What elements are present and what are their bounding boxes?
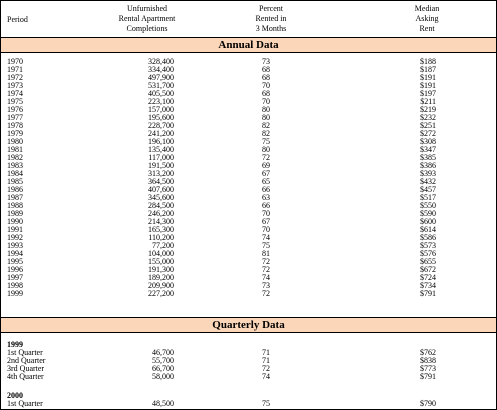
- quarterly-rows-2000: [1, 400, 496, 408]
- header-completions-line1: Unfurnished: [127, 4, 167, 13]
- rented-cell: 72: [262, 257, 270, 266]
- period-cell: 1977: [7, 113, 23, 122]
- period-cell: 2nd Quarter: [7, 356, 46, 365]
- rent-cell: $724: [420, 273, 436, 282]
- period-cell: 1973: [7, 81, 23, 90]
- rent-cell: $457: [420, 185, 436, 194]
- rented-cell: 70: [262, 97, 270, 106]
- rented-cell: 70: [262, 225, 270, 234]
- rent-cell: $576: [420, 249, 436, 258]
- rent-cell: $600: [420, 217, 436, 226]
- rent-cell: $251: [420, 121, 436, 130]
- annual-data-band: [1, 37, 496, 53]
- completions-cell: 345,600: [148, 193, 174, 202]
- rented-cell: 66: [262, 185, 270, 194]
- year-label-2000: 2000: [7, 391, 23, 400]
- rent-cell: $838: [420, 356, 436, 365]
- completions-cell: 223,100: [148, 97, 174, 106]
- rent-cell: $791: [420, 372, 436, 381]
- period-cell: 1979: [7, 129, 23, 138]
- rent-cell: $672: [420, 265, 436, 274]
- rent-cell: $573: [420, 241, 436, 250]
- completions-cell: 110,200: [148, 233, 174, 242]
- period-cell: 1972: [7, 73, 23, 82]
- completions-cell: 228,700: [148, 121, 174, 130]
- rented-cell: 75: [262, 399, 270, 408]
- rented-cell: 67: [262, 169, 270, 178]
- period-cell: 1st Quarter: [7, 399, 43, 408]
- header-rented-line1: Percent: [259, 4, 283, 13]
- completions-cell: 58,000: [152, 372, 174, 381]
- header-rent-line2: Asking: [415, 14, 439, 23]
- rent-cell: $590: [420, 209, 436, 218]
- rented-cell: 74: [262, 233, 270, 242]
- rented-cell: 68: [262, 89, 270, 98]
- period-cell: 1994: [7, 249, 23, 258]
- rent-cell: $790: [420, 399, 436, 408]
- rented-cell: 82: [262, 121, 270, 130]
- period-cell: 1987: [7, 193, 23, 202]
- period-cell: 1974: [7, 89, 23, 98]
- header-rented-line3: 3 Months: [255, 24, 287, 33]
- header-rent-line3: Rent: [419, 24, 435, 33]
- completions-cell: 48,500: [152, 399, 174, 408]
- rented-cell: 65: [262, 177, 270, 186]
- rented-cell: 81: [262, 249, 270, 258]
- period-cell: 1982: [7, 153, 23, 162]
- rent-cell: $586: [420, 233, 436, 242]
- completions-cell: 135,400: [148, 145, 174, 154]
- header-rented-line2: Rented in: [255, 14, 287, 23]
- completions-cell: 189,200: [148, 273, 174, 282]
- period-cell: 1998: [7, 281, 23, 290]
- header-rent: [397, 4, 457, 36]
- completions-cell: 497,900: [148, 73, 174, 82]
- rent-cell: $393: [420, 169, 436, 178]
- rented-cell: 67: [262, 217, 270, 226]
- quarterly-data-title: Quarterly Data: [212, 319, 285, 331]
- rent-cell: $232: [420, 113, 436, 122]
- annual-rows: [1, 58, 496, 298]
- rented-cell: 70: [262, 81, 270, 90]
- completions-cell: 195,600: [148, 113, 174, 122]
- rent-cell: $762: [420, 348, 436, 357]
- year-label-1999: 1999: [7, 340, 23, 349]
- rent-cell: $791: [420, 289, 436, 298]
- rent-cell: $187: [420, 65, 436, 74]
- table-row: [1, 373, 496, 381]
- rent-cell: $347: [420, 145, 436, 154]
- period-cell: 1989: [7, 209, 23, 218]
- completions-cell: 77,200: [152, 241, 174, 250]
- rent-cell: $219: [420, 105, 436, 114]
- completions-cell: 531,700: [148, 81, 174, 90]
- completions-cell: 407,600: [148, 185, 174, 194]
- rent-cell: $272: [420, 129, 436, 138]
- completions-cell: 227,200: [148, 289, 174, 298]
- rented-cell: 68: [262, 73, 270, 82]
- completions-cell: 246,200: [148, 209, 174, 218]
- period-cell: 1st Quarter: [7, 348, 43, 357]
- completions-cell: 55,700: [152, 356, 174, 365]
- rent-cell: $188: [420, 57, 436, 66]
- rented-cell: 74: [262, 372, 270, 381]
- completions-cell: 405,500: [148, 89, 174, 98]
- period-cell: 1996: [7, 265, 23, 274]
- rent-cell: $191: [420, 73, 436, 82]
- rented-cell: 71: [262, 356, 270, 365]
- completions-cell: 117,000: [148, 153, 174, 162]
- rented-cell: 80: [262, 145, 270, 154]
- completions-cell: 191,500: [148, 161, 174, 170]
- completions-cell: 214,300: [148, 217, 174, 226]
- header-completions-line3: Completions: [126, 24, 168, 33]
- period-cell: 4th Quarter: [7, 372, 44, 381]
- rented-cell: 75: [262, 241, 270, 250]
- rent-cell: $655: [420, 257, 436, 266]
- header-rented: [241, 4, 301, 36]
- rented-cell: 72: [262, 289, 270, 298]
- period-cell: 1971: [7, 65, 23, 74]
- period-cell: 1970: [7, 57, 23, 66]
- period-cell: 1995: [7, 257, 23, 266]
- rented-cell: 73: [262, 57, 270, 66]
- period-cell: 1981: [7, 145, 23, 154]
- period-cell: 1975: [7, 97, 23, 106]
- rented-cell: 72: [262, 265, 270, 274]
- rent-cell: $308: [420, 137, 436, 146]
- rent-cell: $517: [420, 193, 436, 202]
- rented-cell: 73: [262, 281, 270, 290]
- rent-cell: $550: [420, 201, 436, 210]
- period-cell: 1997: [7, 273, 23, 282]
- rent-cell: $191: [420, 81, 436, 90]
- period-cell: 1986: [7, 185, 23, 194]
- rent-cell: $432: [420, 177, 436, 186]
- rent-cell: $734: [420, 281, 436, 290]
- rent-cell: $386: [420, 161, 436, 170]
- rented-cell: 72: [262, 364, 270, 373]
- completions-cell: 66,700: [152, 364, 174, 373]
- header-period-label: Period: [7, 15, 28, 24]
- completions-cell: 46,700: [152, 348, 174, 357]
- rented-cell: 66: [262, 201, 270, 210]
- period-cell: 1992: [7, 233, 23, 242]
- completions-cell: 104,000: [148, 249, 174, 258]
- completions-cell: 364,500: [148, 177, 174, 186]
- completions-cell: 284,500: [148, 201, 174, 210]
- period-cell: 1990: [7, 217, 23, 226]
- rented-cell: 74: [262, 273, 270, 282]
- period-cell: 1985: [7, 177, 23, 186]
- quarterly-data-band: [1, 317, 496, 333]
- rent-cell: $773: [420, 364, 436, 373]
- header-completions-line2: Rental Apartment: [118, 14, 176, 23]
- table-row: [1, 400, 496, 408]
- rented-cell: 72: [262, 153, 270, 162]
- period-cell: 3rd Quarter: [7, 364, 45, 373]
- period-cell: 1984: [7, 169, 23, 178]
- period-cell: 1980: [7, 137, 23, 146]
- completions-cell: 334,400: [148, 65, 174, 74]
- quarterly-rows-1999: [1, 349, 496, 381]
- completions-cell: 313,200: [148, 169, 174, 178]
- completions-cell: 155,000: [148, 257, 174, 266]
- completions-cell: 165,300: [148, 225, 174, 234]
- period-cell: 1991: [7, 225, 23, 234]
- rented-cell: 68: [262, 65, 270, 74]
- completions-cell: 196,100: [148, 137, 174, 146]
- completions-cell: 157,000: [148, 105, 174, 114]
- rented-cell: 63: [262, 193, 270, 202]
- period-cell: 1988: [7, 201, 23, 210]
- rented-cell: 82: [262, 129, 270, 138]
- period-cell: 1976: [7, 105, 23, 114]
- rent-cell: $614: [420, 225, 436, 234]
- rent-cell: $385: [420, 153, 436, 162]
- annual-data-title: Annual Data: [218, 39, 279, 51]
- rented-cell: 70: [262, 209, 270, 218]
- period-cell: 1993: [7, 241, 23, 250]
- completions-cell: 241,200: [148, 129, 174, 138]
- completions-cell: 328,400: [148, 57, 174, 66]
- rented-cell: 71: [262, 348, 270, 357]
- table-row: [1, 290, 496, 298]
- rented-cell: 69: [262, 161, 270, 170]
- period-cell: 1978: [7, 121, 23, 130]
- rented-cell: 80: [262, 105, 270, 114]
- rented-cell: 75: [262, 137, 270, 146]
- rent-cell: $211: [420, 97, 436, 106]
- header-rent-line1: Median: [414, 4, 440, 13]
- rent-cell: $197: [420, 89, 436, 98]
- completions-cell: 209,900: [148, 281, 174, 290]
- period-cell: 1999: [7, 289, 23, 298]
- rented-cell: 80: [262, 113, 270, 122]
- header-completions: [97, 4, 197, 36]
- completions-cell: 191,300: [148, 265, 174, 274]
- period-cell: 1983: [7, 161, 23, 170]
